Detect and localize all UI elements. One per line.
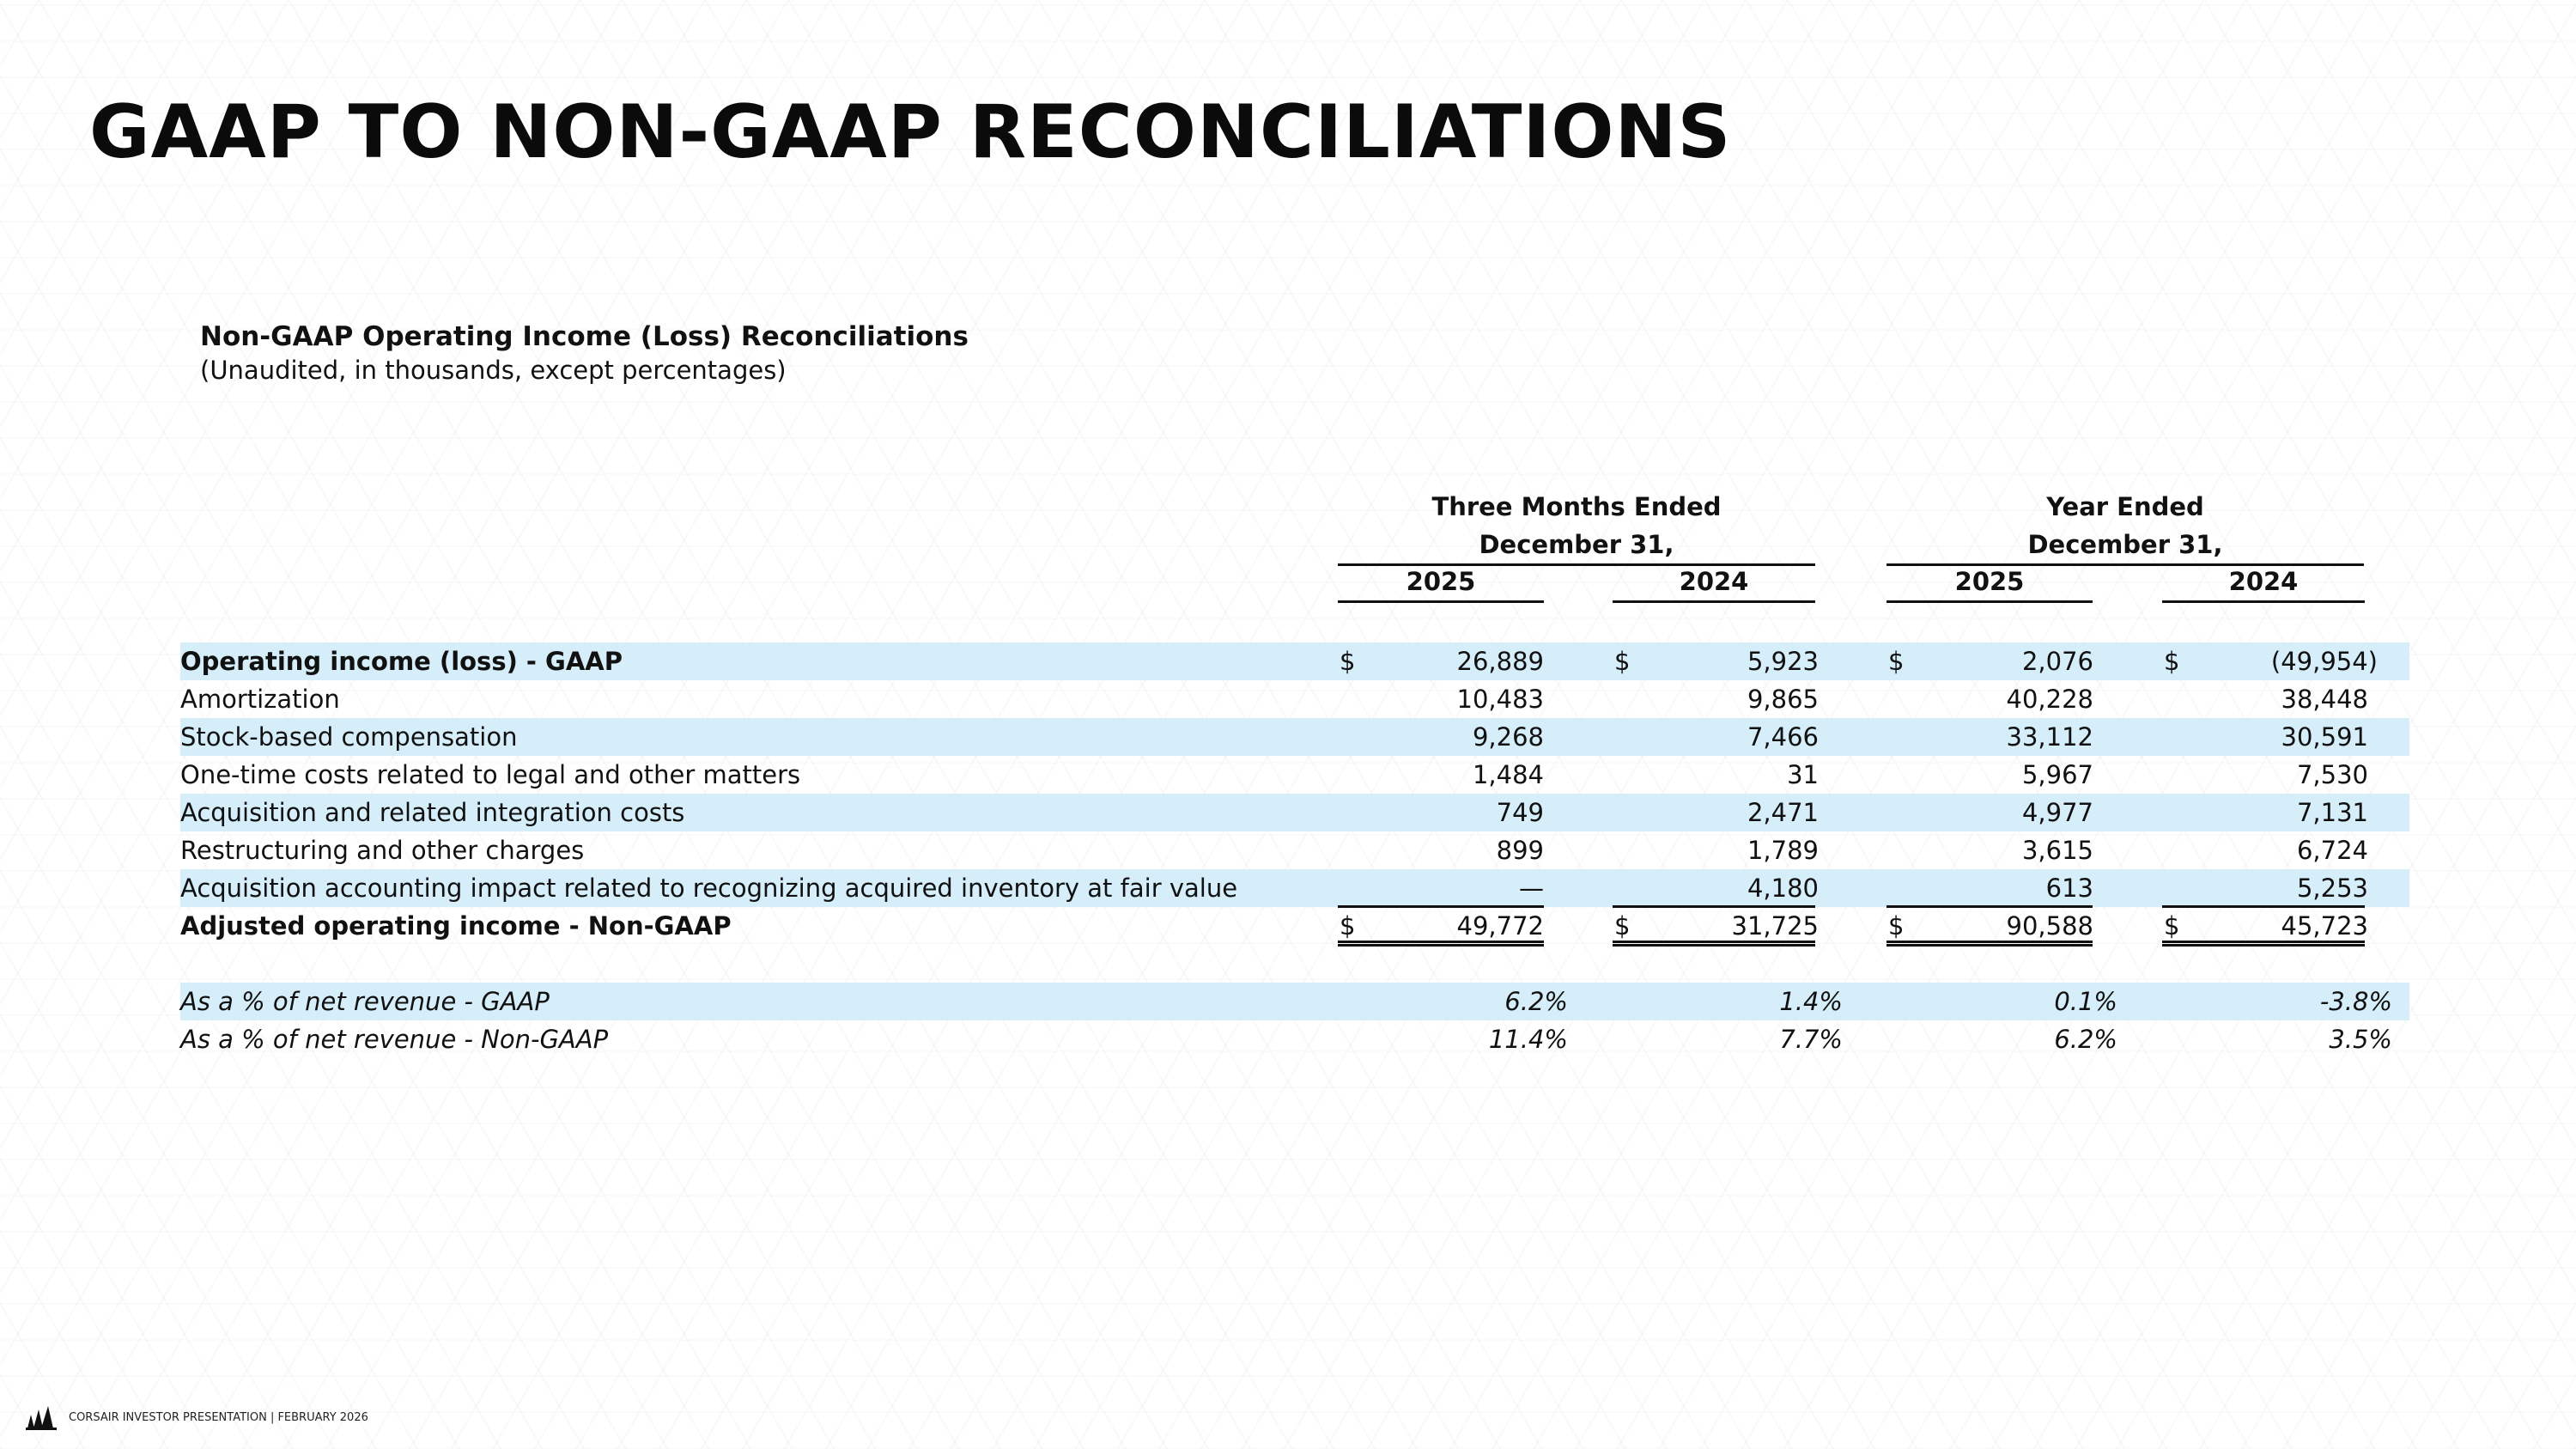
value-cell: 7,530: [2296, 760, 2368, 789]
value-cell: 4,977: [2021, 798, 2093, 827]
value-cell: 2,471: [1747, 798, 1819, 827]
row-label: Operating income (loss) - GAAP: [180, 647, 623, 676]
value-cell: 4,180: [1747, 874, 1819, 903]
percent-cell: 7.7%: [1779, 1025, 1843, 1054]
table-row: [180, 831, 2409, 869]
value-cell: 3,615: [2021, 836, 2093, 865]
table-row: [180, 794, 2409, 831]
percent-cell: 1.4%: [1779, 987, 1843, 1016]
value-cell: —: [1519, 874, 1544, 903]
total-double-underline: [1338, 941, 1544, 947]
currency-symbol: $: [2164, 911, 2180, 941]
percent-cell: 0.1%: [2054, 987, 2117, 1016]
total-double-underline: [2162, 941, 2365, 947]
row-label: One-time costs related to legal and other matters: [180, 760, 801, 789]
percent-cell: 3.5%: [2329, 1025, 2392, 1054]
table-row: [180, 869, 2409, 907]
value-cell: 31,725: [1731, 911, 1819, 941]
group-header-year-ended: [1886, 488, 2364, 566]
table-row: [180, 756, 2409, 794]
value-cell: 2,076: [2021, 647, 2093, 676]
table-row: [180, 1020, 2409, 1058]
section-title: Non-GAAP Operating Income (Loss) Reconciliations: [200, 321, 969, 352]
row-label: Acquisition accounting impact related to recognizing acquired inventory at fair value: [180, 874, 1238, 903]
section-subtitle: (Unaudited, in thousands, except percentages): [200, 356, 787, 385]
value-cell: 7,466: [1747, 722, 1819, 752]
percent-cell: -3.8%: [2319, 987, 2392, 1016]
percent-cell: 11.4%: [1488, 1025, 1568, 1054]
group-header-line: December 31,: [1479, 530, 1674, 559]
value-cell: 1,789: [1747, 836, 1819, 865]
table-row: [180, 718, 2409, 756]
value-cell: 6,724: [2296, 836, 2368, 865]
value-cell: 899: [1496, 836, 1544, 865]
value-cell: 38,448: [2281, 685, 2368, 714]
total-double-underline: [1613, 941, 1815, 947]
group-header-line: Three Months Ended: [1431, 492, 1722, 521]
row-label: Stock-based compensation: [180, 722, 518, 752]
value-cell: 45,723: [2281, 911, 2368, 941]
group-header-line: Year Ended: [2046, 492, 2204, 521]
currency-symbol: $: [1888, 647, 1905, 676]
row-label: As a % of net revenue - Non-GAAP: [180, 1025, 609, 1054]
table-row: [180, 907, 2409, 945]
sails-logo-icon: [26, 1404, 57, 1430]
value-cell: 30,591: [2281, 722, 2368, 752]
value-cell: 49,772: [1456, 911, 1544, 941]
currency-symbol: $: [1340, 647, 1356, 676]
group-header-three-months: [1338, 488, 1815, 566]
row-label: Acquisition and related integration costs: [180, 798, 685, 827]
value-cell: 40,228: [2006, 685, 2093, 714]
row-label: As a % of net revenue - GAAP: [180, 987, 550, 1016]
row-label: Amortization: [180, 685, 340, 714]
value-cell: (49,954): [2270, 647, 2378, 676]
total-double-underline: [1886, 941, 2093, 947]
value-cell: 9,865: [1747, 685, 1819, 714]
value-cell: 9,268: [1472, 722, 1544, 752]
currency-symbol: $: [1888, 911, 1905, 941]
table-row: [180, 642, 2409, 680]
year-header-y-2025: 2025: [1886, 563, 2093, 603]
value-cell: 33,112: [2006, 722, 2093, 752]
footer-text: CORSAIR INVESTOR PRESENTATION | FEBRUARY 2026: [69, 1410, 368, 1424]
value-cell: 1,484: [1472, 760, 1544, 789]
value-cell: 5,967: [2021, 760, 2093, 789]
currency-symbol: $: [1614, 647, 1631, 676]
value-cell: 7,131: [2296, 798, 2368, 827]
year-header-q-2024: 2024: [1613, 563, 1815, 603]
table-row: [180, 983, 2409, 1020]
year-header-q-2025: 2025: [1338, 563, 1544, 603]
currency-symbol: $: [2164, 647, 2180, 676]
row-label: Restructuring and other charges: [180, 836, 585, 865]
percent-cell: 6.2%: [2054, 1025, 2117, 1054]
value-cell: 5,923: [1747, 647, 1819, 676]
percent-cell: 6.2%: [1504, 987, 1568, 1016]
value-cell: 31: [1787, 760, 1819, 789]
value-cell: 613: [2045, 874, 2093, 903]
footer: [26, 1404, 368, 1430]
currency-symbol: $: [1614, 911, 1631, 941]
group-header-line: December 31,: [2027, 530, 2223, 559]
value-cell: 10,483: [1456, 685, 1544, 714]
currency-symbol: $: [1340, 911, 1356, 941]
value-cell: 26,889: [1456, 647, 1544, 676]
row-label: Adjusted operating income - Non-GAAP: [180, 911, 732, 941]
table-row: [180, 680, 2409, 718]
value-cell: 5,253: [2296, 874, 2368, 903]
value-cell: 749: [1496, 798, 1544, 827]
page-title: GAAP TO NON-GAAP RECONCILIATIONS: [89, 89, 1732, 175]
year-header-y-2024: 2024: [2162, 563, 2365, 603]
value-cell: 90,588: [2006, 911, 2093, 941]
